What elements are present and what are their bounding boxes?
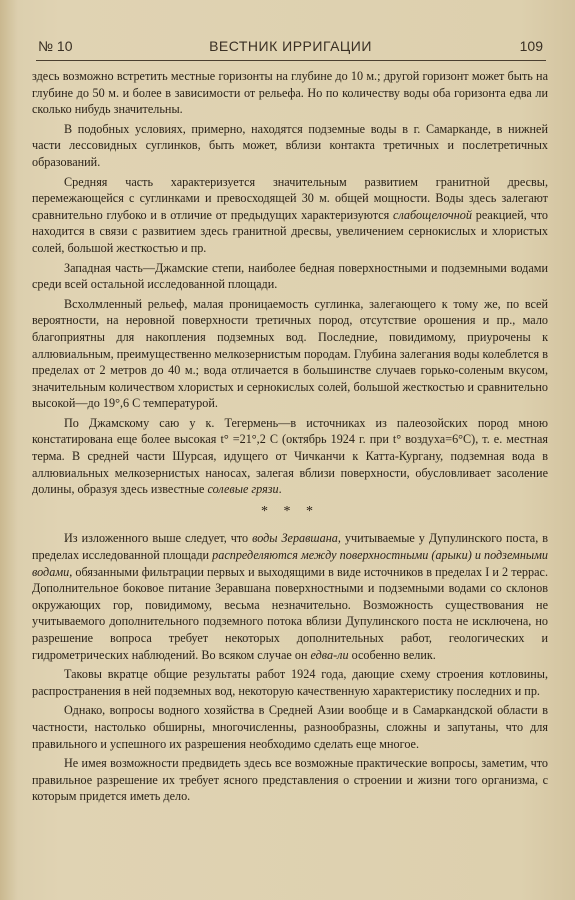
paragraph: Из изложенного выше следует, что воды Зеравшана, учитываемые у Дупулинского поста, в пределах исследованной площади распределяются между поверхностными (арыки) и подземными водами, обязанными фильтрации первых и выходящими в виде источников в пределах I и 2 террас. Дополнительное боковое питание Зеравшана поверхностными и подземными водами со склонов окружающих гор, повидимому, весьма незначительно. Возможность существования не учитываемого дополнительного подземного потока вблизи Дупулинского поста не исключена, но разрешение вопроса требует некоторых дополнительных работ, геологических и гидрометрических наблюдений. Во всяком случае он едва-ли особенно велик.: [32, 531, 548, 662]
article-body: [32, 68, 548, 808]
paragraph: здесь возможно встретить местные горизонты на глубине до 10 м.; другой горизонт может быть на глубине до 50 м. и более в зависимости от рельефа. Но по количеству воды оба горизонта едва ли сколько нибудь значительны.: [32, 69, 548, 117]
paragraph: Всхолмленный рельеф, малая проницаемость суглинка, залегающего к тому же, по всей вероятности, на неровной поверхности третичных пород, отсутствие орошения и пр., мало благоприятны для накопления подземных вод. Последние, повидимому, приурочены к аллювиальным, преимущественно мелкозернистым породам. Глубина залегания воды колеблется в пределах от 2 метров до 40 м.; вода отличается в большинстве случаев горько-соленым вкусом, значительным количеством хлористых и сернокислых солей, большой жесткостью и сравнительно высокой—до 19°,6 С температурой.: [32, 296, 548, 411]
paragraph: Таковы вкратце общие результаты работ 1924 года, дающие схему строения котловины, распространения в ней подземных вод, некоторую качественную характеристику последних и пр.: [32, 667, 548, 698]
issue-number: № 10: [38, 38, 73, 54]
section-separator: * * *: [261, 503, 319, 519]
paragraph: Средняя часть характеризуется значительным развитием гранитной дресвы, перемежающейся с суглинками и превосходящей 30 м. общей мощности. Воды здесь залегают сравнительно глубоко и в отличие от предыдущих характеризуются слабощелочной реакцией, что находится в связи с развитием здесь гранитной дресвы, увеличением сернокислых и хлористых солей, большой жесткостью и пр.: [32, 174, 548, 255]
journal-title: ВЕСТНИК ИРРИГАЦИИ: [209, 38, 372, 54]
paragraph: Западная часть—Джамские степи, наиболее бедная поверхностными и подземными водами среди всей остальной исследованной площади.: [32, 260, 548, 292]
header-rule: [36, 60, 546, 61]
paragraph: По Джамскому саю у к. Тегермень—в источниках из палеозойских пород мною констатирована еще более высокая t° =21°,2 С (октябрь 1924 г. при t° воздуха=6°С), т. е. местная терма. В средней части Шурсая, идущего от Чичканчи к Катта-Кургану, подземная вода в аллювиальных мелкозернистых наносах, залегая вблизи поверхности, обусловливает засоление долины, образуя здесь известные солевые грязи.: [32, 415, 548, 497]
paragraph: Не имея возможности предвидеть здесь все возможные практические вопросы, заметим, что правильное разрешение их требует ясного представления о строении и жизни того организма, с которым придется иметь дело.: [32, 756, 548, 804]
page-number: 109: [519, 38, 543, 54]
paragraph: Однако, вопросы водного хозяйства в Средней Азии вообще и в Самаркандской области в частности, настолько обширны, многочисленны, разнообразны, сложны и запутаны, что для правильного и успешного их разрешения необходимо сделать еще многое.: [32, 703, 548, 751]
running-header: [38, 34, 543, 58]
paragraph: В подобных условиях, примерно, находятся подземные воды в г. Самарканде, в нижней части лессовидных суглинков, быть может, вблизи контакта третичных и послетретичных образований.: [32, 121, 548, 169]
